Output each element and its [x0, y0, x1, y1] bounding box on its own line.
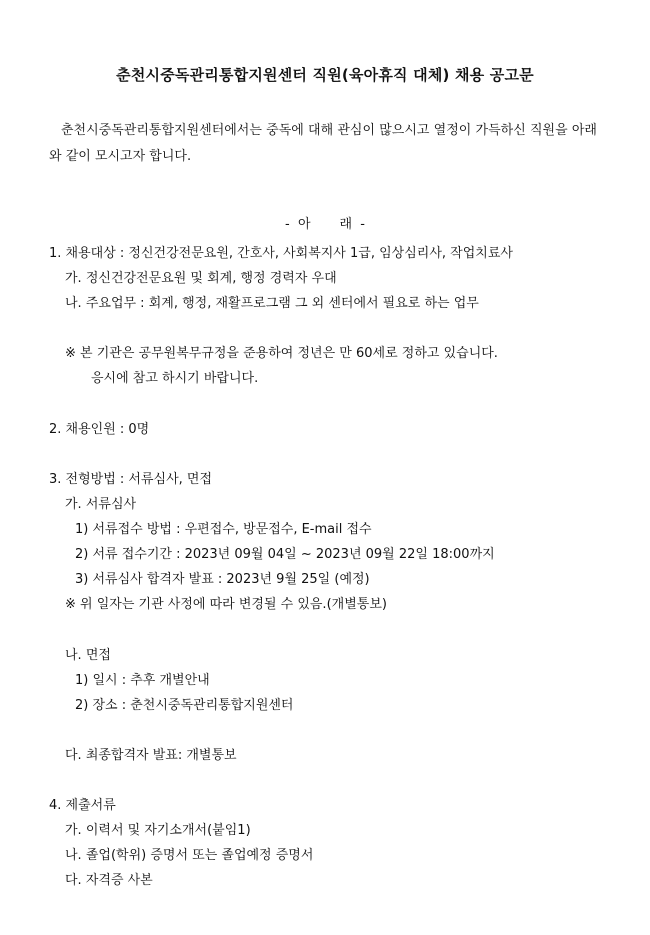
- page-title: 춘천시중독관리통합지원센터 직원(육아휴직 대체) 채용 공고문: [116, 66, 534, 84]
- section-3-item-da: 다. 최종합격자 발표: 개별통보: [65, 748, 237, 763]
- section-2-heading: 2. 채용인원 : 0명: [49, 422, 150, 437]
- list-item: 1) 서류접수 방법 : 우편접수, 방문접수, E-mail 접수: [75, 522, 372, 537]
- section-1-note-continued: 응시에 참고 하시기 바랍니다.: [91, 371, 259, 386]
- section-3-item-ga: 가. 서류심사: [65, 497, 137, 512]
- section-3-note: ※ 위 일자는 기관 사정에 따라 변경될 수 있음.(개별통보): [65, 597, 387, 612]
- list-item: 나. 졸업(학위) 증명서 또는 졸업예정 증명서: [65, 848, 314, 863]
- notice-header: - 아 래 -: [285, 217, 365, 232]
- section-3-item-na: 나. 면접: [65, 648, 111, 663]
- list-item: 2) 장소 : 춘천시중독관리통합지원센터: [75, 698, 294, 713]
- section-1-heading: 1. 채용대상 : 정신건강전문요원, 간호사, 사회복지사 1급, 임상심리사, 작업치료사: [49, 246, 513, 261]
- list-item: 3) 서류심사 합격자 발표 : 2023년 9월 25일 (예정): [75, 572, 370, 587]
- section-1-item-ga: 가. 정신건강전문요원 및 회계, 행정 경력자 우대: [65, 271, 337, 286]
- section-1-note: ※ 본 기관은 공무원복무규정을 준용하여 정년은 만 60세로 정하고 있습니다.: [65, 346, 498, 361]
- section-1-item-na: 나. 주요업무 : 회계, 행정, 재활프로그램 그 외 센터에서 필요로 하는 업무: [65, 296, 479, 311]
- intro-paragraph: 춘천시중독관리통합지원센터에서는 중독에 대해 관심이 많으시고 열정이 가득하신 직원을 아래와 같이 모시고자 합니다.: [49, 123, 597, 164]
- list-item: 1) 일시 : 추후 개별안내: [75, 673, 210, 688]
- section-3-heading: 3. 전형방법 : 서류심사, 면접: [49, 472, 213, 487]
- list-item: 가. 이력서 및 자기소개서(붙임1): [65, 823, 251, 838]
- section-4-heading: 4. 제출서류: [49, 798, 116, 813]
- list-item: 다. 자격증 사본: [65, 873, 153, 888]
- list-item: 2) 서류 접수기간 : 2023년 09월 04일 ~ 2023년 09월 22일 18:00까지: [75, 547, 495, 562]
